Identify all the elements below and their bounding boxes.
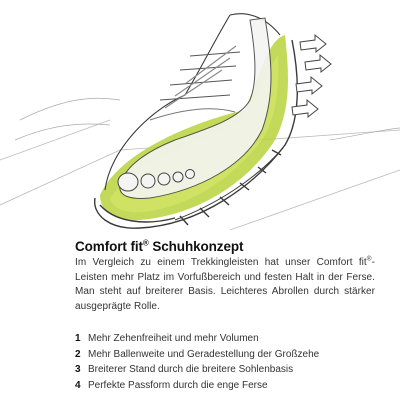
list-number: 4 (75, 379, 81, 391)
heading-brand: Comfort fit (75, 239, 143, 254)
feature-list (75, 331, 375, 393)
registered-mark: ® (366, 255, 372, 263)
list-item (75, 331, 375, 347)
arrow-icon (292, 100, 318, 117)
list-number: 2 (75, 348, 81, 360)
list-item (75, 347, 375, 363)
list-text: Breiterer Stand durch die breitere Sohlenbasis (88, 364, 294, 376)
arrow-icon (300, 35, 326, 52)
description-block (75, 239, 375, 314)
list-item (75, 362, 375, 378)
pressure-arrows (292, 35, 331, 117)
paragraph-part2: -Leisten mehr Platz im Vorfußbereich und festen Halt in der Ferse. Man steht auf breiterer Basis. Leichteres Abrollen durch stärker ausgeprägte Rolle. (75, 257, 375, 312)
arrow-icon (305, 55, 331, 72)
list-item (75, 378, 375, 394)
list-text: Mehr Zehenfreiheit und mehr Volumen (88, 333, 259, 344)
arrow-icon (296, 77, 322, 94)
list-number: 3 (75, 364, 81, 376)
paragraph-part1: Im Vergleich zu einem Trekkingleisten hat unser Comfort fit (75, 257, 367, 268)
heading-rest: Schuhkonzept (148, 239, 244, 254)
description-paragraph (75, 256, 375, 314)
list-number: 1 (75, 333, 81, 344)
section-heading (75, 239, 375, 254)
list-text: Perfekte Passform durch die enge Ferse (88, 379, 268, 391)
list-text: Mehr Ballenweite und Geradestellung der Großzehe (88, 348, 320, 360)
registered-mark: ® (142, 238, 149, 248)
